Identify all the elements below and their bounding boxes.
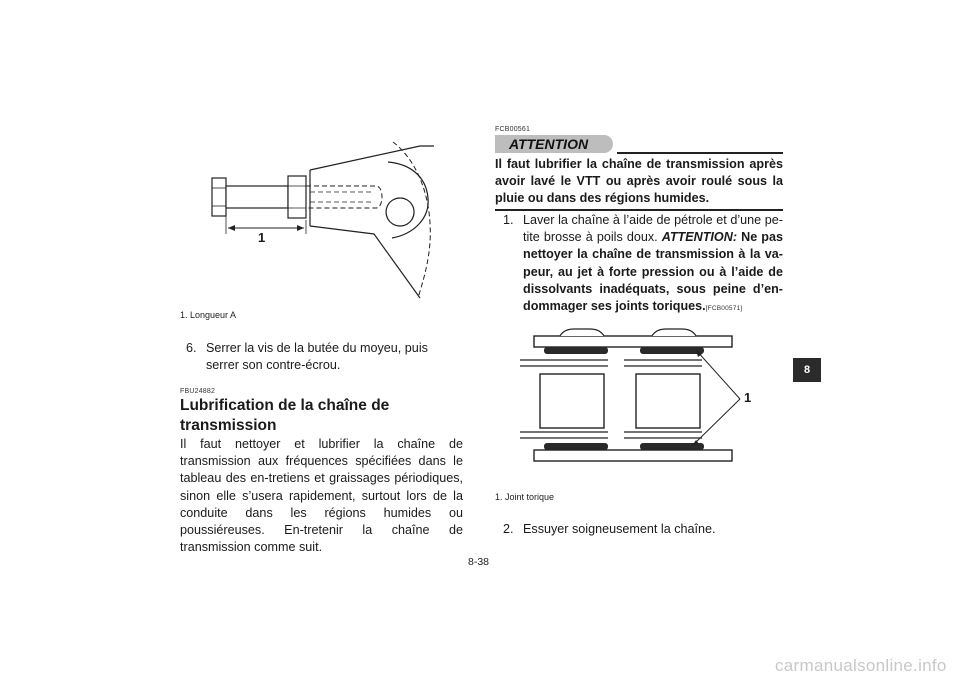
chain-illustration [512,322,772,470]
figure2-caption: 1. Joint torique [495,492,555,502]
attention-code: FCB00561 [495,126,531,133]
attention-banner [495,135,613,153]
attention-text: Il faut lubrifier la chaîne de transmission après avoir lavé le VTT ou après avoir roulé sous la pluie ou dans des régions humides. [495,157,783,205]
step-1-code: [FCB00571] [705,305,743,313]
section-title: Lubrification de la chaîne de transmission [180,397,390,434]
step-1 [503,212,783,317]
figure1-callout: 1 [258,230,266,245]
watermark[interactable]: carmanualsonline.info [775,656,947,675]
step-2-number: 2. [503,522,514,536]
hub-stopper-illustration [178,128,440,306]
step-1-attention-word: ATTENTION: [661,230,738,245]
section-body: Il faut nettoyer et lubrifier la chaîne de transmission aux fréquences spécifiées dans le tableau des en-tretiens et graissages périodiques, sinon elle s’usera rapidement, surtout lors de la conduite dans les régions humides ou poussiéreuses. En-tretenir la chaîne de transmission comme suit. [180,437,463,555]
page-number: 8-38 [468,556,490,568]
attention-label: ATTENTION [509,136,589,152]
figure-hub-stopper [178,128,440,306]
attention-bottom-rule [495,209,783,211]
step-6-text: Serrer la vis de la butée du moyeu, puis serrer son contre-écrou. [206,341,428,373]
step-2-text: Essuyer soigneusement la chaîne. [523,522,716,536]
step-2 [503,521,783,538]
figure2-callout: 1 [744,390,752,405]
figure-chain-o-rings [512,322,772,470]
step-1-text: Laver la chaîne à l’aide de pétrole et d’une pe-tite brosse à poils doux. [523,213,783,245]
step-6-number: 6. [186,341,197,355]
figure1-caption: 1. Longueur A [180,310,237,320]
step-1-attention-text: Ne pas nettoyer la chaîne de transmission à la va-peur, au jet à forte pression ou à l’aide de dissolvants inadéquats, sous peine d’en-dommager ses joints toriques. [523,230,783,314]
chapter-tab[interactable]: 8 [793,358,821,382]
section-code: FBU24882 [180,388,216,395]
step-6 [186,340,463,374]
attention-rule [617,152,783,154]
step-1-number: 1. [503,213,514,227]
